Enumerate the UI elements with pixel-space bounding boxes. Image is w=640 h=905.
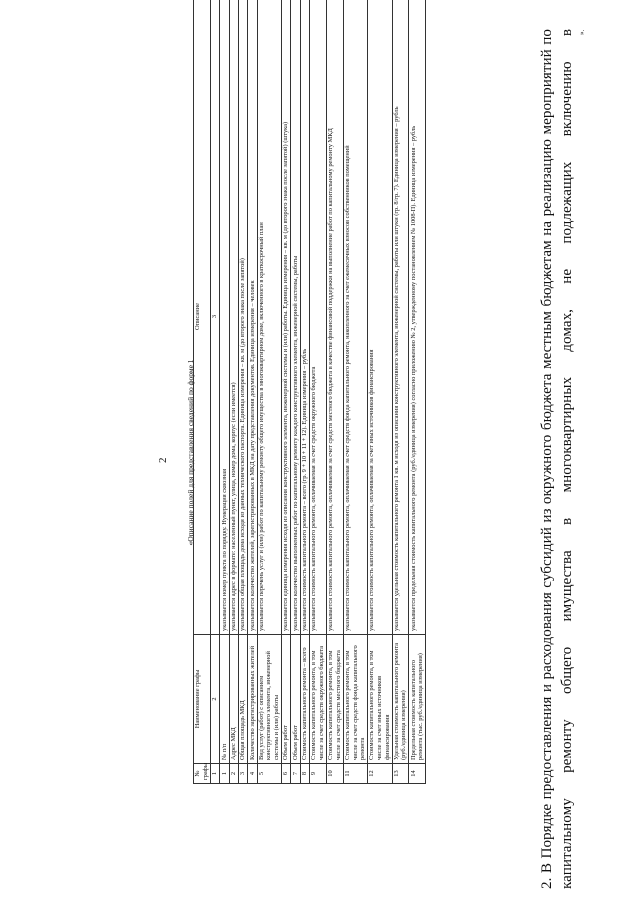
- description-cell: указывается удельная стоимость капитального ремонта 1 кв. м исходя из описания конструктивного элемента, инженерной системы, работы или штуки (гр. 8/гр. 7). Единица измерения – рубль: [392, 0, 409, 635]
- header-column-name: Наименование графы: [194, 635, 211, 764]
- table-row: [409, 0, 426, 784]
- table-row: [300, 0, 309, 784]
- row-number: 11: [343, 764, 367, 784]
- table-row: [326, 0, 343, 784]
- table-row: [343, 0, 367, 784]
- row-number: 13: [392, 764, 409, 784]
- description-cell: указывается стоимость капитального ремонта, оплачиваемая за счет средств местного бюджета в качестве финансовой поддержки на выполнение работ по капитальному ремонту МКД: [326, 0, 343, 635]
- column-name-cell: Удельная стоимость капитального ремонта (руб./единица измерения): [392, 635, 409, 764]
- row-number: 1: [220, 764, 229, 784]
- row-number: 5: [257, 764, 281, 784]
- table-caption: «Описание полей для представления сведений по форме 1: [186, 359, 195, 546]
- column-name-cell: Стоимость капитального ремонта – всего: [300, 635, 309, 764]
- index-cell: 1: [210, 764, 219, 784]
- description-cell: указывается стоимость капитального ремонта – всего (гр. 9 + 10 + 11 + 12). Единица измерения – рубль: [300, 0, 309, 635]
- index-cell: 2: [210, 635, 219, 764]
- table-row: [248, 0, 257, 784]
- table-row: [291, 0, 300, 784]
- row-number: 3: [238, 764, 247, 784]
- description-cell: указывается предельная стоимость капитального ремонта (руб./единица измерения) согласно приложению № 2, утвержденному постановлением № 1008-П). Единица измерения – рубль: [409, 0, 426, 635]
- column-name-cell: Предельная стоимость капитального ремонта (тыс. руб./единица измерения): [409, 635, 426, 764]
- table-row: [220, 0, 229, 784]
- description-cell: указывается стоимость капитального ремонта, оплачиваемая за счет иных источников финансирования: [368, 0, 392, 635]
- table-row: [257, 0, 281, 784]
- table-row: [229, 0, 238, 784]
- row-number: 9: [309, 764, 326, 784]
- column-name-cell: Стоимость капитального ремонта, в том числе за счет средств окружного бюджета: [309, 635, 326, 764]
- description-cell: указывается количество выполненных работ по капитальному ремонту каждого конструктивного элемента, инженерной системы, работы: [291, 0, 300, 635]
- header-column-number: № графы: [194, 764, 211, 784]
- table-row: [238, 0, 247, 784]
- column-name-cell: Вид услуг (работ) с описанием конструктивного элемента, инженерной системы и (или) работы: [257, 635, 281, 764]
- description-cell: указывается перечень услуг и (или) работ по капитальному ремонту общего имущества в многоквартирном доме, включенного в краткосрочный план: [257, 0, 281, 635]
- description-cell: указывается общая площадь дома исходя из данных технического паспорта. Единица измерения – кв. м (до второго знака после запятой): [238, 0, 247, 635]
- row-number: 12: [368, 764, 392, 784]
- column-name-cell: Стоимость капитального ремонта, в том числе за счет средств местного бюджета: [326, 635, 343, 764]
- description-cell: указывается номер пункта по порядку. Нумерация сквозная: [220, 0, 229, 635]
- column-name-cell: Стоимость капитального ремонта, в том числе за счет иных источников финансирования: [368, 635, 392, 764]
- description-cell: указывается количество жителей, зарегистрированных в МКД на дату представления документов. Единица измерения – человек: [248, 0, 257, 635]
- table-row: [281, 0, 290, 784]
- column-name-cell: Объем работ: [291, 635, 300, 764]
- row-number: 6: [281, 764, 290, 784]
- row-number: 2: [229, 764, 238, 784]
- closing-quote-mark: ».: [578, 29, 586, 35]
- description-cell: указывается адрес в формате: населенный пункт, улица, номер дома, корпус (если имеется): [229, 0, 238, 635]
- fields-description-table: [193, 0, 426, 784]
- header-description: Описание: [194, 0, 211, 635]
- table-row: [368, 0, 392, 784]
- column-name-cell: № п/п: [220, 635, 229, 764]
- table-row: [309, 0, 326, 784]
- index-cell: 3: [210, 0, 219, 635]
- column-name-cell: Объем работ: [281, 635, 290, 764]
- table-row: [392, 0, 409, 784]
- description-cell: указывается единица измерения исходя из описания конструктивного элемента, инженерной системы и (или) работы. Единица измерения – кв. м (до второго знака после запятой) (штука): [281, 0, 290, 635]
- page-number: 2: [157, 457, 169, 463]
- column-name-cell: Общая площадь МКД: [238, 635, 247, 764]
- row-number: 14: [409, 764, 426, 784]
- table-header-row: [194, 0, 211, 784]
- row-number: 8: [300, 764, 309, 784]
- table-index-row: [210, 0, 219, 784]
- row-number: 4: [248, 764, 257, 784]
- column-name-cell: Стоимость капитального ремонта, в том числе за счет средств фонда капитального ремонта: [343, 635, 367, 764]
- column-name-cell: Адрес МКД: [229, 635, 238, 764]
- description-cell: указывается стоимость капитального ремонта, оплачиваемая за счет средств окружного бюджета: [309, 0, 326, 635]
- column-name-cell: Количество зарегистрированных жителей: [248, 635, 257, 764]
- row-number: 10: [326, 764, 343, 784]
- amendment-paragraph: 2. В Порядке предоставления и расходования субсидий из окружного бюджета местным бюджетам на реализацию мероприятий по капитальному ремонту общего имущества в многоквартирных домах, не подлежащих включению в: [538, 29, 575, 889]
- description-cell: указывается стоимость капитального ремонта, оплачиваемая за счет средств фонда капитального ремонта, накопленного за счет ежемесячных взносов собственников помещений: [343, 0, 367, 635]
- row-number: 7: [291, 764, 300, 784]
